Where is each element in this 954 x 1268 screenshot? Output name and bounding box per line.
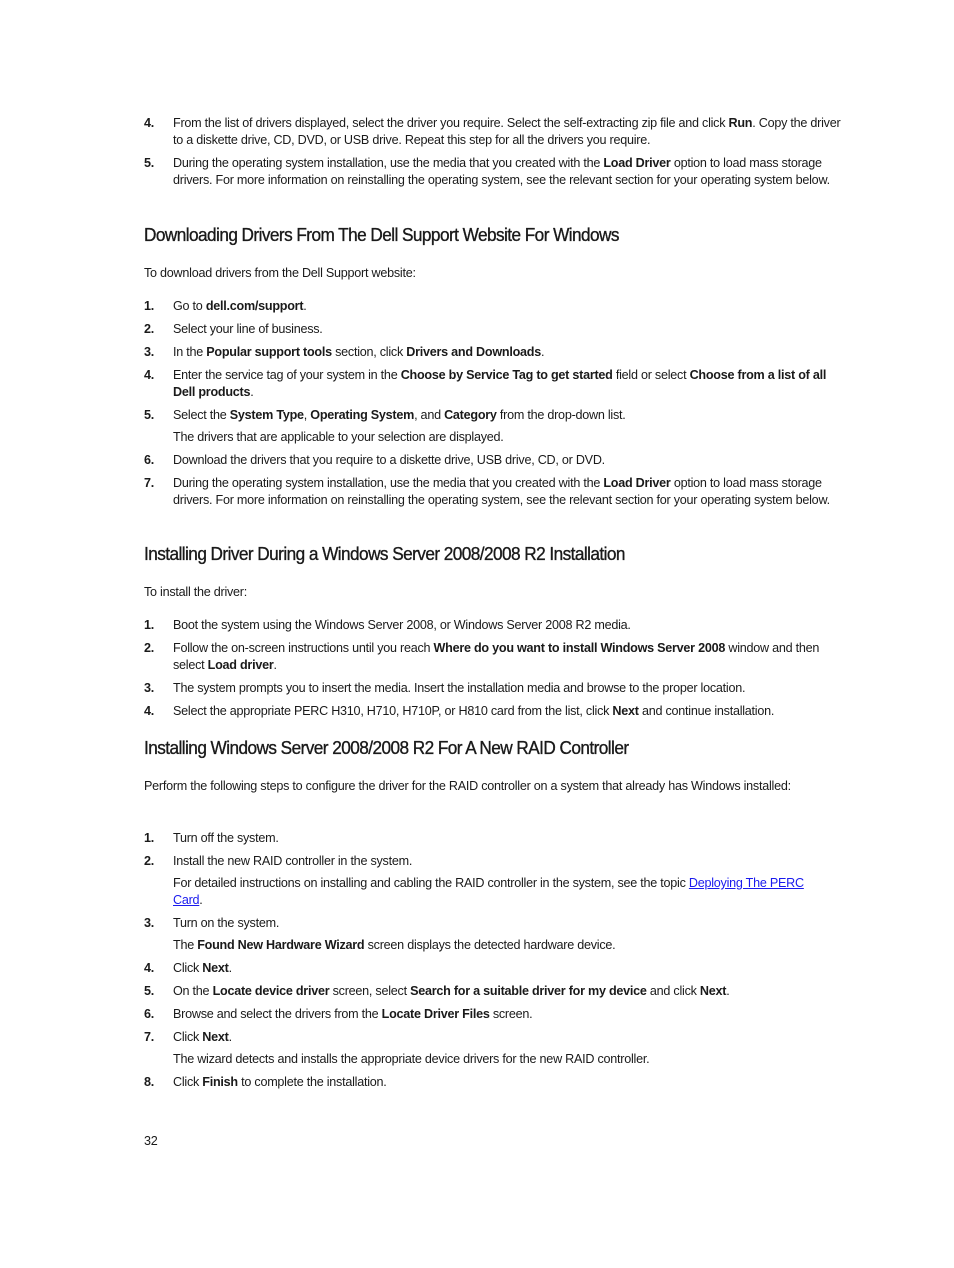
text-run: . [303, 299, 307, 313]
step-text [173, 617, 834, 634]
text-run: During the operating system installation, use the media that you created with the [173, 476, 604, 490]
ui-term: Operating System [310, 408, 415, 422]
text-run: . [228, 961, 232, 975]
ui-term: Drivers and Downloads [406, 345, 541, 359]
step-number: 3. [144, 916, 155, 930]
step-number: 4. [144, 368, 155, 382]
step-number: 5. [144, 156, 155, 170]
step-text [173, 298, 834, 315]
step-number: 5. [144, 408, 155, 422]
text-run: . [273, 658, 277, 672]
step-note [173, 1051, 824, 1068]
text-run: For detailed instructions on installing and cabling the RAID controller in the system, see the topic [173, 876, 689, 890]
text-run: Boot the system using the Windows Server 2008, or Windows Server 2008 R2 media. [173, 618, 631, 632]
step-number: 5. [144, 984, 155, 998]
list-item [144, 298, 834, 315]
ui-term: Next [202, 1030, 229, 1044]
list-item [144, 703, 834, 720]
step-number: 3. [144, 681, 155, 695]
step-note [173, 937, 824, 954]
paragraph [144, 777, 804, 796]
list-item [144, 1029, 824, 1068]
text-run: The drivers that are applicable to your selection are displayed. [173, 430, 504, 444]
step-text [173, 407, 834, 424]
text-run: . [540, 345, 545, 359]
text-run: Click [173, 1075, 203, 1089]
list-item [144, 960, 824, 977]
step-text [173, 155, 844, 189]
step-number: 2. [144, 322, 155, 336]
step-note [173, 429, 834, 446]
step-text [173, 830, 824, 847]
text-run: The system prompts you to insert the media. Insert the installation media and browse to the proper location. [173, 681, 746, 695]
step-number: 1. [144, 618, 155, 632]
text-run: Turn off the system. [173, 831, 279, 845]
step-text [173, 321, 834, 338]
step-text [173, 115, 844, 149]
section-heading: Installing Windows Server 2008/2008 R2 For A New RAID Controller [144, 737, 629, 758]
text-run: Follow the on-screen instructions until you reach [173, 641, 434, 655]
step-text [173, 983, 824, 1000]
step-text [173, 1029, 824, 1046]
text-run: . [250, 385, 254, 399]
list-item [144, 853, 824, 909]
text-run: Browse and select the drivers from the [173, 1007, 382, 1021]
text-run: The [173, 938, 198, 952]
list-item [144, 115, 844, 149]
step-text [173, 703, 834, 720]
text-run: In the [173, 345, 207, 359]
text-run: From the list of drivers displayed, select the driver you require. Select the self-extracting zip file and click [173, 116, 729, 130]
text-run: , and [414, 408, 445, 422]
section-heading-block [144, 542, 844, 566]
list-item [144, 155, 844, 189]
text-run: Install the new RAID controller in the system. [173, 854, 413, 868]
list-item [144, 617, 834, 634]
numbered-list [144, 617, 834, 726]
step-text [173, 680, 834, 697]
section-heading: Downloading Drivers From The Dell Support Website For Windows [144, 224, 619, 245]
text-run: screen. [489, 1007, 533, 1021]
step-text [173, 1074, 824, 1091]
step-text [173, 853, 824, 870]
text-run: Click [173, 961, 203, 975]
topic-link[interactable]: Deploying The PERC Card [173, 876, 804, 907]
step-text [173, 640, 834, 674]
step-note [173, 875, 824, 909]
step-number: 8. [144, 1075, 155, 1089]
step-number: 1. [144, 831, 155, 845]
text-run: Turn on the system. [173, 916, 280, 930]
step-number: 2. [144, 854, 155, 868]
step-text [173, 475, 834, 509]
text-run: Select the [173, 408, 230, 422]
page-number: 32 [144, 1134, 158, 1148]
text-run: Perform the following steps to configure the driver for the RAID controller on a system that already has Windows installed: [144, 779, 791, 793]
step-number: 6. [144, 1007, 155, 1021]
list-item [144, 1074, 824, 1091]
list-item [144, 367, 834, 401]
ui-term: dell.com/support [205, 299, 304, 313]
step-number: 3. [144, 345, 155, 359]
text-run: . [228, 1030, 232, 1044]
intro-paragraph [144, 264, 844, 283]
ui-term: Where do you want to install Windows Server 2008 [433, 641, 726, 655]
text-run: screen displays the detected hardware device. [364, 938, 616, 952]
numbered-list [144, 115, 844, 195]
intro-paragraph [144, 583, 844, 602]
ui-term: Load driver [207, 658, 274, 672]
text-run: option to load mass storage drivers. For more information on reinstalling the operating system, see the relevant section for your operating system below. [173, 156, 830, 187]
list-item [144, 640, 834, 674]
text-run: and click [646, 984, 700, 998]
section-heading-block [144, 736, 844, 760]
step-number: 7. [144, 476, 155, 490]
text-run: Click [173, 1030, 203, 1044]
list-item [144, 407, 834, 446]
text-run: field or select [612, 368, 690, 382]
text-run: from the drop-down list. [496, 408, 626, 422]
text-run: . [726, 984, 730, 998]
text-run: On the [173, 984, 213, 998]
ui-term: Choose by Service Tag to get started [400, 368, 613, 382]
paragraph [144, 264, 844, 283]
text-run: to complete the installation. [237, 1075, 387, 1089]
text-run: Go to [173, 299, 206, 313]
list-item [144, 321, 834, 338]
numbered-list [144, 298, 834, 515]
step-number: 4. [144, 116, 155, 130]
text-run: During the operating system installation, use the media that you created with the [173, 156, 604, 170]
ui-term: Choose from a list of all Dell products [173, 368, 827, 399]
text-run: , [303, 408, 311, 422]
ui-term: Popular support tools [206, 345, 332, 359]
text-run: . [199, 893, 203, 907]
text-run: screen, select [329, 984, 411, 998]
list-item [144, 915, 824, 954]
list-item [144, 344, 834, 361]
ui-term: Locate device driver [212, 984, 330, 998]
intro-paragraph [144, 777, 804, 796]
section-heading-block [144, 223, 844, 247]
ui-term: Next [699, 984, 727, 998]
list-item [144, 1006, 824, 1023]
list-item [144, 983, 824, 1000]
text-run: To download drivers from the Dell Support website: [144, 266, 416, 280]
numbered-list [144, 830, 824, 1097]
ui-term: Category [444, 408, 497, 422]
step-number: 4. [144, 704, 155, 718]
step-number: 1. [144, 299, 155, 313]
paragraph [144, 583, 844, 602]
ui-term: Load Driver [603, 156, 671, 170]
text-run: window and then select [173, 641, 820, 672]
ui-term: Load Driver [603, 476, 671, 490]
ui-term: Search for a suitable driver for my device [410, 984, 647, 998]
step-text [173, 367, 834, 401]
list-item [144, 680, 834, 697]
ui-term: Locate Driver Files [381, 1007, 490, 1021]
text-run: The wizard detects and installs the appropriate device drivers for the new RAID controller. [173, 1052, 650, 1066]
ui-term: Next [612, 704, 639, 718]
text-run: Download the drivers that you require to a diskette drive, USB drive, CD, or DVD. [173, 453, 605, 467]
text-run: Select the appropriate PERC H310, H710, H710P, or H810 card from the list, click [173, 704, 613, 718]
step-number: 2. [144, 641, 155, 655]
list-item [144, 452, 834, 469]
ui-term: System Type [229, 408, 304, 422]
text-run: option to load mass storage drivers. For more information on reinstalling the operating system, see the relevant section for your operating system below. [173, 476, 830, 507]
text-run: Enter the service tag of your system in the [173, 368, 401, 382]
step-text [173, 452, 834, 469]
step-text [173, 915, 824, 932]
ui-term: Next [202, 961, 229, 975]
step-text [173, 344, 834, 361]
list-item [144, 830, 824, 847]
section-heading: Installing Driver During a Windows Server 2008/2008 R2 Installation [144, 543, 625, 564]
ui-term: Run [728, 116, 753, 130]
step-number: 7. [144, 1030, 155, 1044]
ui-term: Finish [202, 1075, 238, 1089]
step-text [173, 1006, 824, 1023]
text-run: section, click [331, 345, 407, 359]
list-item [144, 475, 834, 509]
step-number: 6. [144, 453, 155, 467]
ui-term: Found New Hardware Wizard [197, 938, 365, 952]
text-run: . Copy the driver to a diskette drive, CD, DVD, or USB drive. Repeat this step for all the drivers you require. [173, 116, 841, 147]
step-text [173, 960, 824, 977]
text-run: and continue installation. [638, 704, 775, 718]
step-number: 4. [144, 961, 155, 975]
text-run: Select your line of business. [173, 322, 323, 336]
text-run: To install the driver: [144, 585, 247, 599]
